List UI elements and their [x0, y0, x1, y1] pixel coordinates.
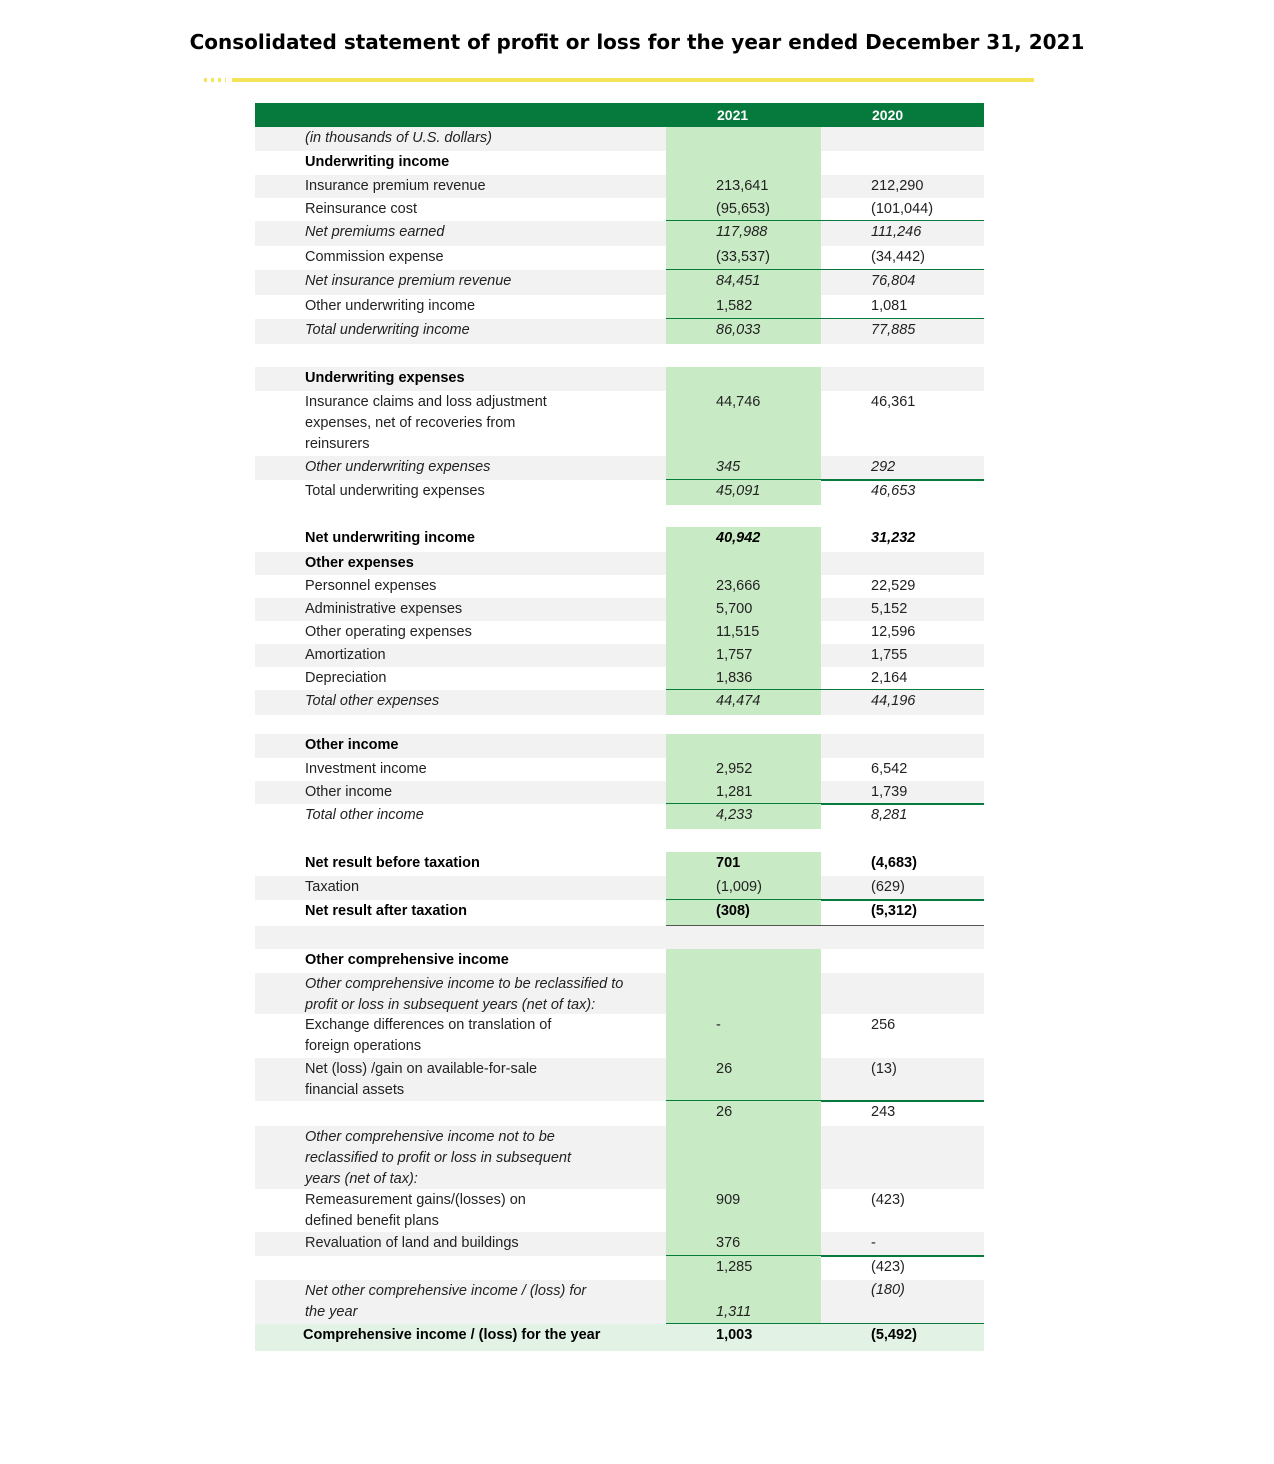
table-row: [255, 1280, 984, 1324]
value-2021: [666, 391, 821, 456]
value-text: 2,164: [871, 670, 908, 686]
value-2021: [666, 1256, 821, 1280]
row-label: [255, 1126, 666, 1190]
value-text: (308): [716, 903, 750, 919]
value-text: 1,739: [871, 784, 908, 800]
value-text: (180): [871, 1282, 905, 1298]
row-label: [255, 270, 666, 292]
row-label-text: Administrative expenses: [305, 601, 463, 617]
row-label: [255, 876, 666, 898]
row-label: [255, 295, 666, 317]
table-row: [255, 1101, 984, 1126]
row-label-text: Remeasurement gains/(losses) on defined benefit plans: [305, 1192, 526, 1229]
row-label-text: Other income: [305, 737, 399, 753]
table-row: [255, 367, 984, 391]
row-label: [255, 221, 666, 243]
value-2020: [821, 876, 984, 898]
value-2021: [666, 246, 821, 270]
value-text: 26: [716, 1061, 733, 1077]
table-row: [255, 1256, 984, 1280]
value-text: 111,246: [871, 224, 922, 240]
value-text: (101,044): [871, 201, 934, 217]
row-label: [255, 1280, 666, 1323]
value-text: 40,942: [716, 530, 761, 546]
row-label: [255, 367, 666, 389]
value-2021: [666, 598, 821, 621]
table-row: [255, 295, 984, 319]
value-text: 213,641: [716, 178, 769, 194]
value-2020: [821, 319, 984, 341]
value-2021: [666, 949, 821, 973]
row-label-text: (in thousands of U.S. dollars): [305, 130, 492, 146]
row-label: [255, 527, 666, 549]
row-label-text: Exchange differences on translation of foreign operations: [305, 1017, 552, 1054]
table-row: [255, 198, 984, 221]
row-label-text: Total underwriting income: [305, 322, 470, 338]
row-label-text: Reinsurance cost: [305, 201, 418, 217]
value-2020: [821, 198, 984, 220]
value-2020: [821, 1189, 984, 1211]
row-label-text: Amortization: [305, 647, 386, 663]
value-2020: [821, 505, 984, 506]
page-title: Consolidated statement of profit or loss for the year ended December 31, 2021: [189, 30, 1085, 54]
value-2020: [821, 1126, 984, 1127]
row-label: [255, 621, 666, 643]
row-label: [255, 667, 666, 689]
value-2021: [666, 973, 821, 1014]
statement-table: [255, 103, 984, 1351]
row-label-text: Net result after taxation: [305, 903, 467, 919]
table-row: [255, 876, 984, 900]
table-row: [255, 1014, 984, 1058]
row-label-text: Other expenses: [305, 555, 414, 571]
value-2020: [821, 852, 984, 874]
value-2021: [666, 270, 821, 295]
table-row: [255, 552, 984, 575]
value-text: 4,233: [716, 807, 753, 823]
value-text: 909: [716, 1192, 741, 1208]
value-text: 212,290: [871, 178, 924, 194]
row-label-text: Depreciation: [305, 670, 387, 686]
table-row: [255, 1058, 984, 1101]
table-row: [255, 505, 984, 527]
value-2021: [666, 575, 821, 598]
row-label: [255, 804, 666, 826]
table-row: [255, 758, 984, 781]
value-2020: [821, 1058, 984, 1080]
header-2021: 2021: [717, 107, 749, 123]
table-row: [255, 246, 984, 270]
value-text: 8,281: [871, 807, 908, 823]
value-2021: [666, 667, 821, 690]
value-text: (95,653): [716, 201, 771, 217]
value-2020: [821, 552, 984, 553]
row-label: [255, 690, 666, 712]
value-2020: [821, 127, 984, 128]
value-2021: [666, 505, 821, 527]
row-label: [255, 127, 666, 149]
value-text: 1,757: [716, 647, 753, 663]
value-2021: [666, 527, 821, 552]
value-2020: [821, 690, 984, 712]
row-label: [255, 505, 666, 527]
row-label-text: Net underwriting income: [305, 530, 475, 546]
row-label: [255, 480, 666, 502]
row-label-text: Other comprehensive income: [305, 952, 509, 968]
value-2021: [666, 1189, 821, 1232]
row-label-text: Underwriting income: [305, 154, 450, 170]
table-row: [255, 621, 984, 644]
value-2020: [821, 781, 984, 803]
header-2020: 2020: [872, 107, 904, 123]
value-2020: [821, 344, 984, 345]
value-2020: [821, 391, 984, 413]
value-2020: [821, 151, 984, 152]
value-2021: [666, 1280, 821, 1324]
row-label: [255, 926, 666, 948]
value-2020: [821, 973, 984, 974]
value-text: (5,312): [871, 903, 917, 919]
value-2020: [821, 598, 984, 620]
row-label: [255, 151, 666, 173]
value-2021: [666, 690, 821, 715]
value-2020: [821, 667, 984, 689]
row-label-text: Underwriting expenses: [305, 370, 465, 386]
value-text: 44,474: [716, 693, 761, 709]
value-text: 77,885: [871, 322, 916, 338]
value-2021: [666, 456, 821, 480]
table-row: [255, 829, 984, 852]
row-label: [255, 781, 666, 803]
value-2020: [821, 734, 984, 735]
value-2021: [666, 781, 821, 804]
row-label-text: Total underwriting expenses: [305, 483, 485, 499]
value-text: (13): [871, 1061, 897, 1077]
value-2021: [666, 319, 821, 344]
row-label: [255, 319, 666, 341]
table-row: [255, 270, 984, 295]
value-text: 243: [871, 1104, 896, 1120]
row-label: [255, 456, 666, 478]
value-2021: [666, 221, 821, 246]
value-2021: [666, 151, 821, 175]
value-text: 31,232: [871, 530, 916, 546]
table-row: [255, 804, 984, 829]
table-row: [255, 221, 984, 246]
table-row: [255, 900, 984, 926]
value-2020: [821, 949, 984, 950]
row-label: [255, 344, 666, 366]
underline-dots: [204, 78, 226, 82]
value-2021: [666, 1126, 821, 1189]
value-2021: [666, 900, 821, 926]
row-label: [255, 1324, 666, 1346]
value-text: 23,666: [716, 578, 761, 594]
value-text: (423): [871, 1192, 905, 1208]
table-header: [255, 103, 984, 127]
value-2021: [666, 1014, 821, 1058]
value-text: 117,988: [716, 224, 768, 240]
row-label: [255, 575, 666, 597]
row-label: [255, 1232, 666, 1254]
value-2021: [666, 621, 821, 644]
table-row: [255, 1126, 984, 1189]
row-label-text: Net (loss) /gain on available-for-sale financial assets: [305, 1061, 538, 1098]
value-2020: [821, 527, 984, 549]
table-row: [255, 852, 984, 876]
row-label-text: Other underwriting expenses: [305, 459, 491, 475]
value-text: -: [716, 1017, 721, 1033]
row-label-text: Net insurance premium revenue: [305, 273, 512, 289]
value-2021: [666, 926, 821, 949]
table-row: [255, 598, 984, 621]
value-2021: [666, 715, 821, 734]
table-row: [255, 456, 984, 480]
value-2020: [821, 367, 984, 368]
table-body: [255, 127, 984, 1351]
value-text: 84,451: [716, 273, 761, 289]
table-row: [255, 667, 984, 690]
value-text: 12,596: [871, 624, 916, 640]
value-text: 26: [716, 1104, 733, 1120]
value-2020: [821, 175, 984, 197]
value-text: 44,196: [871, 693, 916, 709]
value-text: 11,515: [716, 624, 760, 640]
row-label-text: Other underwriting income: [305, 298, 476, 314]
value-2020: [821, 900, 984, 922]
value-2021: [666, 1101, 821, 1126]
value-2021: [666, 734, 821, 758]
row-label-text: Revaluation of land and buildings: [305, 1235, 519, 1251]
value-text: 76,804: [871, 273, 916, 289]
value-text: 256: [871, 1017, 896, 1033]
value-2020: [821, 270, 984, 292]
value-2020: [821, 575, 984, 597]
value-2020: [821, 221, 984, 243]
row-label: [255, 1058, 666, 1101]
table-row: [255, 575, 984, 598]
table-row: [255, 690, 984, 715]
value-2020: [821, 1324, 984, 1346]
value-2021: [666, 1058, 821, 1101]
value-text: 5,152: [871, 601, 908, 617]
value-2021: [666, 295, 821, 319]
value-text: 2,952: [716, 761, 753, 777]
row-label: [255, 1014, 666, 1057]
value-text: -: [871, 1235, 876, 1251]
row-label: [255, 852, 666, 874]
table-row: [255, 127, 984, 151]
table-row: [255, 781, 984, 804]
value-text: (1,009): [716, 879, 762, 895]
value-2020: [821, 456, 984, 478]
value-2020: [821, 480, 984, 502]
row-label: [255, 1101, 666, 1123]
row-label-text: Net other comprehensive income / (loss) for the year: [305, 1283, 587, 1320]
value-text: (5,492): [871, 1327, 917, 1343]
value-2020: [821, 715, 984, 716]
table-row: [255, 1232, 984, 1256]
value-text: 46,653: [871, 483, 916, 499]
row-label-text: Net premiums earned: [305, 224, 445, 240]
value-text: 292: [871, 459, 896, 475]
value-2021: [666, 1324, 821, 1351]
value-text: 1,285: [716, 1259, 753, 1275]
value-text: 22,529: [871, 578, 916, 594]
value-2021: [666, 758, 821, 781]
row-label-text: Comprehensive income / (loss) for the year: [303, 1327, 601, 1343]
value-2020: [821, 804, 984, 826]
row-label: [255, 949, 666, 971]
row-label: [255, 598, 666, 620]
table-row: [255, 1324, 984, 1351]
row-label-text: Other income: [305, 784, 393, 800]
row-label-text: Total other income: [305, 807, 424, 823]
table-row: [255, 151, 984, 175]
value-2020: [821, 926, 984, 927]
value-text: 86,033: [716, 322, 761, 338]
table-row: [255, 175, 984, 198]
value-2020: [821, 758, 984, 780]
value-text: (33,537): [716, 249, 771, 265]
table-row: [255, 344, 984, 367]
value-text: 1,836: [716, 670, 753, 686]
value-text: 1,281: [716, 784, 753, 800]
row-label: [255, 1189, 666, 1232]
row-label-text: Insurance premium revenue: [305, 178, 486, 194]
value-2021: [666, 480, 821, 505]
value-2020: [821, 295, 984, 317]
value-text: 1,003: [716, 1327, 753, 1343]
value-text: 44,746: [716, 394, 761, 410]
row-label-text: Commission expense: [305, 249, 444, 265]
value-2021: [666, 552, 821, 575]
row-label-text: Investment income: [305, 761, 427, 777]
value-2020: [821, 1232, 984, 1254]
row-label: [255, 198, 666, 220]
value-text: 345: [716, 459, 741, 475]
row-label: [255, 644, 666, 666]
row-label: [255, 391, 666, 455]
value-2021: [666, 829, 821, 852]
table-row: [255, 734, 984, 758]
table-row: [255, 973, 984, 1014]
table-row: [255, 949, 984, 973]
table-row: [255, 715, 984, 734]
value-2021: [666, 644, 821, 667]
value-text: 376: [716, 1235, 741, 1251]
row-label: [255, 1256, 666, 1278]
table-row: [255, 527, 984, 552]
row-label-text: Personnel expenses: [305, 578, 437, 594]
value-text: 701: [716, 855, 741, 871]
table-row: [255, 926, 984, 949]
value-text: 1,311: [716, 1304, 752, 1320]
value-2021: [666, 127, 821, 151]
row-label: [255, 175, 666, 197]
value-2021: [666, 852, 821, 876]
value-2020: [821, 1280, 984, 1302]
row-label-text: Net result before taxation: [305, 855, 480, 871]
value-text: 45,091: [716, 483, 761, 499]
value-2021: [666, 804, 821, 829]
row-label: [255, 552, 666, 574]
value-text: 46,361: [871, 394, 916, 410]
value-2021: [666, 198, 821, 221]
value-text: 1,582: [716, 298, 753, 314]
value-2021: [666, 175, 821, 198]
row-label: [255, 246, 666, 268]
value-text: (4,683): [871, 855, 917, 871]
table-row: [255, 1189, 984, 1232]
table-row: [255, 644, 984, 667]
value-2020: [821, 644, 984, 666]
row-label: [255, 758, 666, 780]
row-label-text: Other operating expenses: [305, 624, 472, 640]
value-text: (629): [871, 879, 905, 895]
value-2021: [666, 344, 821, 367]
value-2020: [821, 246, 984, 268]
row-label-text: Total other expenses: [305, 693, 440, 709]
underline-bar: [232, 78, 1034, 82]
row-label-text: Taxation: [305, 879, 360, 895]
value-2021: [666, 876, 821, 900]
value-text: 1,081: [871, 298, 908, 314]
value-text: (34,442): [871, 249, 926, 265]
value-2021: [666, 1232, 821, 1256]
row-label: [255, 734, 666, 756]
row-label: [255, 973, 666, 1016]
value-text: 1,755: [871, 647, 908, 663]
row-label: [255, 900, 666, 922]
value-2020: [821, 621, 984, 643]
value-2021: [666, 367, 821, 391]
value-2020: [821, 1256, 984, 1278]
value-2020: [821, 1014, 984, 1036]
table-row: [255, 391, 984, 456]
value-2020: [821, 829, 984, 830]
row-label: [255, 829, 666, 851]
row-label-text: Insurance claims and loss adjustment expenses, net of recoveries from reinsurers: [305, 394, 547, 452]
value-text: 5,700: [716, 601, 753, 617]
table-row: [255, 480, 984, 505]
table-row: [255, 319, 984, 344]
row-label-text: Other comprehensive income to be reclassified to profit or loss in subsequent years (net of tax):: [305, 976, 624, 1013]
value-text: (423): [871, 1259, 905, 1275]
value-text: 6,542: [871, 761, 908, 777]
row-label-text: Other comprehensive income not to be reclassified to profit or loss in subsequent years (net of tax):: [305, 1129, 571, 1187]
value-2020: [821, 1101, 984, 1123]
title-underline: [204, 78, 1034, 82]
